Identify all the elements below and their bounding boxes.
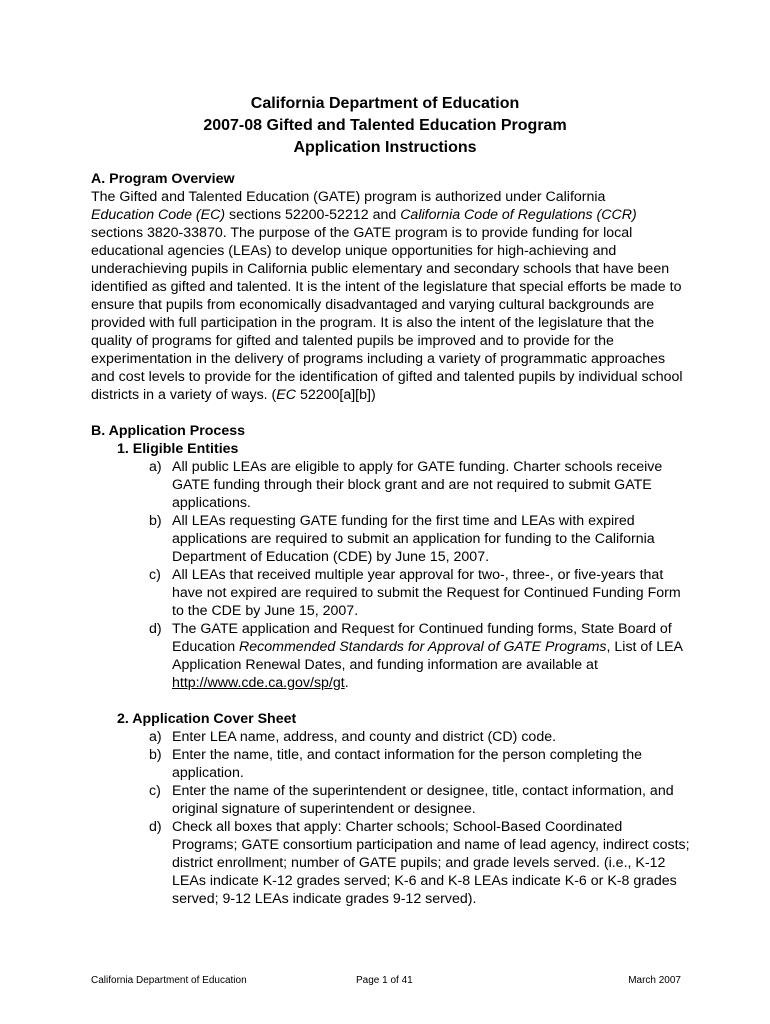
overview-line-2: sections 52200-52212 and (225, 207, 401, 223)
list-item-text: Enter LEA name, address, and county and district (CD) code. (172, 729, 557, 745)
list-item (91, 458, 691, 512)
list-item (91, 512, 691, 566)
overview-citation-ec-2: EC (276, 387, 296, 403)
list-item-text: The GATE application and Request for Continued funding forms, State Board of Education (172, 621, 672, 655)
list-item (91, 818, 691, 908)
overview-citation-ccr: California Code of Regulations (CCR) (400, 207, 637, 223)
footer-organization: California Department of Education (91, 975, 247, 986)
gate-website-link[interactable]: http://www.cde.ca.gov/sp/gt (172, 675, 345, 691)
list-item-text-cont: , List of LEA Application Renewal Dates, and funding information are available at (172, 639, 683, 673)
list-item-text: All LEAs that received multiple year approval for two-, three-, or five-years that have not expired are required to submit the Request for Continued Funding Form to the CDE by June 15, 2007. (172, 567, 681, 619)
list-marker: b) (149, 513, 162, 529)
list-item-text: Check all boxes that apply: Charter schools; School-Based Coordinated Programs; GATE consortium participation and name of lead agency, indirect costs; district enrollment; number of GATE pupils; and grade levels served. (i.e., K-12 LEAs indicate K-12 grades served; K-6 and K-8 LEAs indicate K-6 or K-8 grades served; 9-12 LEAs indicate grades 9-12 served). (172, 819, 690, 907)
list-marker: a) (149, 729, 162, 745)
list-marker: b) (149, 747, 162, 763)
recommended-standards-title: Recommended Standards for Approval of GATE Programs (239, 639, 607, 655)
list-item-text: Enter the name, title, and contact information for the person completing the application. (172, 747, 643, 781)
list-item (91, 728, 691, 746)
list-item-text: Enter the name of the superintendent or designee, title, contact information, and original signature of superintendent or designee. (172, 783, 674, 817)
program-overview-text (91, 188, 691, 404)
list-item (91, 746, 691, 782)
section-a-heading: A. Program Overview (91, 171, 235, 187)
list-marker: c) (149, 783, 161, 799)
overview-citation-ec: Education Code (EC) (91, 207, 226, 223)
list-marker: a) (149, 459, 162, 475)
overview-line-1: The Gifted and Talented Education (GATE) program is authorized under California (91, 189, 606, 205)
list-item (91, 782, 691, 818)
cover-sheet-list (91, 728, 691, 908)
overview-end: 52200[a][b]) (296, 387, 376, 403)
list-item-text: All LEAs requesting GATE funding for the first time and LEAs with expired applications are required to submit an application for funding to the California Department of Education (CDE) by June 15, 2007. (172, 513, 655, 565)
overview-paragraph (91, 188, 691, 404)
document-body (91, 170, 691, 908)
list-marker: d) (149, 819, 162, 835)
footer-page-number: Page 1 of 41 (356, 975, 413, 986)
eligible-entities-heading: 1. Eligible Entities (117, 441, 239, 457)
title-line-1: California Department of Education (250, 95, 520, 112)
section-b-heading: B. Application Process (91, 423, 245, 439)
list-item (91, 566, 691, 620)
list-item-text-end: . (344, 675, 349, 691)
title-line-3: Application Instructions (293, 139, 477, 156)
title-line-2: 2007-08 Gifted and Talented Education Program (203, 117, 567, 134)
footer-date: March 2007 (628, 975, 681, 986)
list-item (91, 620, 691, 692)
overview-body: sections 3820-33870. The purpose of the GATE program is to provide funding for local educational agencies (LEAs) to develop unique opportunities for high-achieving and underachieving pupils in California public elementary and secondary schools that have been identified as gifted and talented. It is the intent of the legislature that special efforts be made to ensure that pupils from economically disadvantaged and varying cultural backgrounds are provided with full participation in the program. It is also the intent of the legislature that the quality of programs for gifted and talented pupils be improved and to provide for the experimentation in the delivery of programs including a variety of programmatic approaches and cost levels to provide for the identification of gifted and talented pupils by individual school districts in a variety of ways. ( (91, 225, 683, 403)
list-marker: d) (149, 621, 162, 637)
list-marker: c) (149, 567, 161, 583)
cover-sheet-heading: 2. Application Cover Sheet (117, 711, 297, 727)
list-item-text: All public LEAs are eligible to apply for GATE funding. Charter schools receive GATE funding through their block grant and are not required to submit GATE applications. (172, 459, 663, 511)
document-title (0, 93, 770, 159)
eligible-entities-list (91, 458, 691, 692)
